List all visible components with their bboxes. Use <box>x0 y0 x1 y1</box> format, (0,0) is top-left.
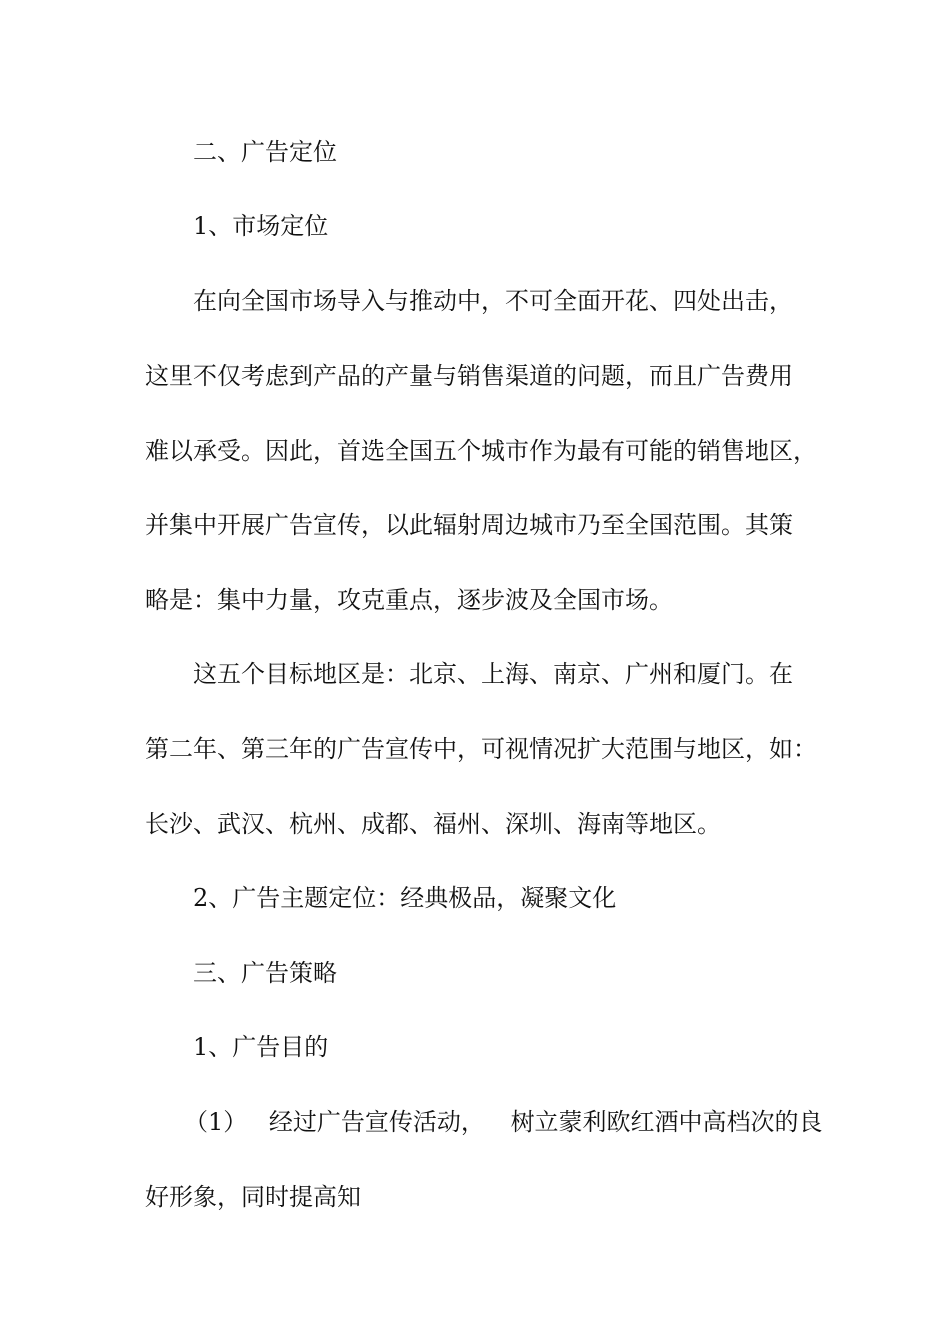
subheading-market-positioning: 1、市场定位 <box>193 212 329 240</box>
section-heading-ad-strategy: 三、广告策略 <box>193 959 337 987</box>
objective-line <box>184 1107 823 1137</box>
section-heading-ad-positioning: 二、广告定位 <box>193 138 337 166</box>
paragraph-line: 在向全国市场导入与推动中，不可全面开花、四处出击， <box>193 287 793 315</box>
paragraph-line: 并集中开展广告宣传，以此辐射周边城市乃至全国范围。其策 <box>145 511 793 539</box>
paragraph-line: 难以承受。因此，首选全国五个城市作为最有可能的销售地区， <box>145 437 817 465</box>
subheading-ad-theme: 2、广告主题定位：经典极品，凝聚文化 <box>193 884 617 912</box>
objective-text-part1: 经过广告宣传活动， <box>268 1108 485 1136</box>
paragraph-line: 这五个目标地区是：北京、上海、南京、广州和厦门。在 <box>193 660 793 688</box>
objective-text-part2: 树立蒙利欧红酒中高档次的良 <box>510 1108 823 1136</box>
objective-number: （1） <box>184 1108 248 1136</box>
paragraph-line: 第二年、第三年的广告宣传中，可视情况扩大范围与地区，如： <box>145 735 817 763</box>
subheading-ad-purpose: 1、广告目的 <box>193 1033 329 1061</box>
paragraph-line-last: 好形象，同时提高知 <box>145 1183 361 1211</box>
paragraph-line: 这里不仅考虑到产品的产量与销售渠道的问题，而且广告费用 <box>145 362 793 390</box>
paragraph-line: 长沙、武汉、杭州、成都、福州、深圳、海南等地区。 <box>145 810 721 838</box>
paragraph-line: 略是：集中力量，攻克重点，逐步波及全国市场。 <box>145 586 673 614</box>
